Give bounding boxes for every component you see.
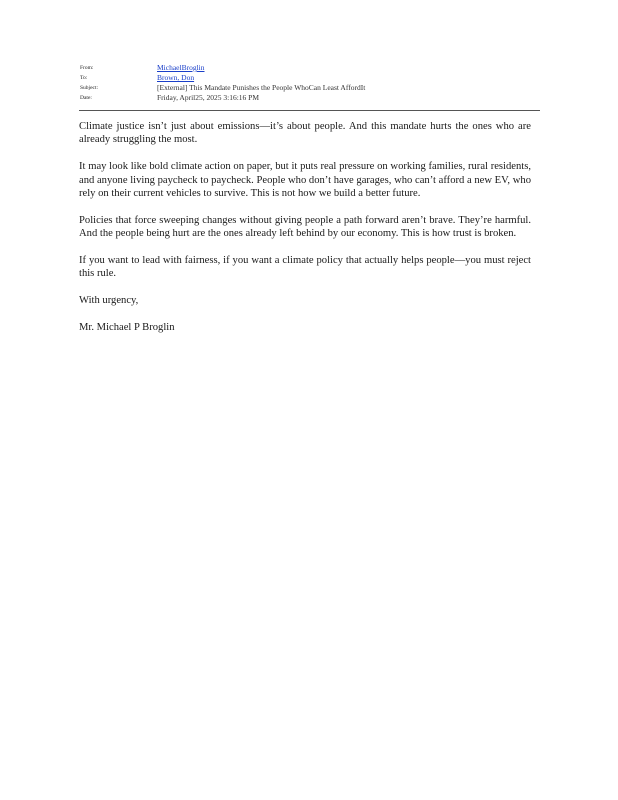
from-row <box>80 63 540 73</box>
date-row <box>80 93 540 103</box>
subject-row <box>80 83 540 93</box>
signature: Mr. Michael P Broglin <box>79 322 175 334</box>
email-header <box>80 63 540 103</box>
to-label: To: <box>80 75 88 81</box>
body-paragraph-2: It may look like bold climate action on paper, but it puts real pressure on working families, rural residents, and anyone living paycheck to paycheck. People who don’t have garages, who can’t afford a new EV, who rely on their current vehicles to survive. This is not how we build a better future. <box>79 161 531 200</box>
body-paragraph-1: Climate justice isn’t just about emissions—it’s about people. And this mandate hurts the ones who are already struggling the most. <box>79 121 531 146</box>
body-paragraph-4: If you want to lead with fairness, if you want a climate policy that actually helps people—you must reject this rule. <box>79 255 531 280</box>
from-label: From: <box>80 65 94 71</box>
to-link[interactable]: Brown, Don <box>157 73 195 82</box>
subject-value: [External] This Mandate Punishes the People WhoCan Least AffordIt <box>157 83 366 92</box>
subject-label: Subject: <box>80 85 99 91</box>
to-row <box>80 73 540 83</box>
body-paragraph-3: Policies that force sweeping changes without giving people a path forward aren’t brave. They’re harmful. And the people being hurt are the ones already left behind by our economy. This is how trust is broken. <box>79 214 531 240</box>
closing-line: With urgency, <box>79 295 139 307</box>
email-body <box>79 120 531 348</box>
header-divider <box>79 110 540 111</box>
from-link[interactable]: MichaelBroglin <box>157 63 205 72</box>
date-value: Friday, April25, 2025 3:16:16 PM <box>157 93 260 102</box>
date-label: Date: <box>80 95 92 101</box>
